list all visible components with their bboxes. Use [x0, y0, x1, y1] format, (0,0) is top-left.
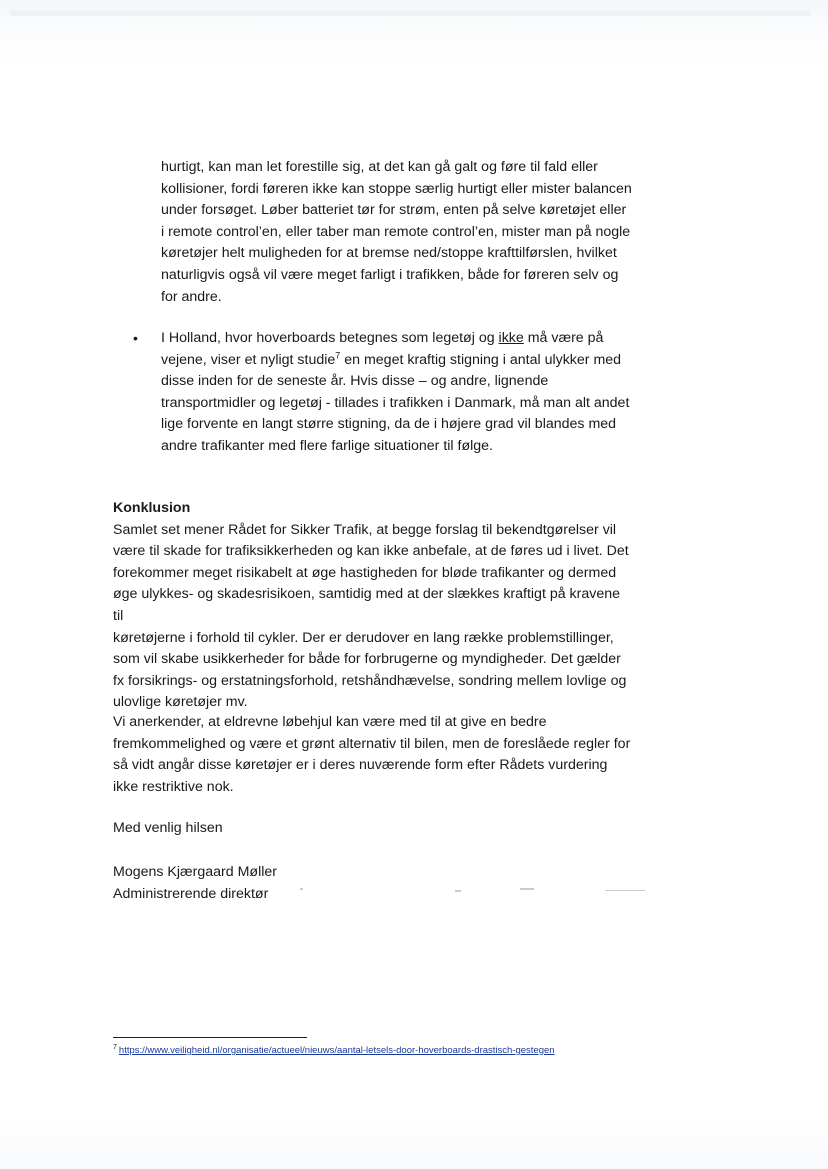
text-line: ulovlige køretøjer mv.: [113, 694, 248, 711]
text-line: ikke restriktive nok.: [113, 778, 234, 795]
text-line: hurtigt, kan man let forestille sig, at det kan gå galt og føre til fald eller: [161, 159, 598, 175]
text-line: som vil skabe usikkerheder for både for forbrugerne og myndigheder. Det gælder: [113, 651, 621, 668]
closing-greeting: Med venlig hilsen: [113, 820, 223, 836]
footnote: [113, 1044, 555, 1058]
footnote-number: 7: [113, 1043, 117, 1051]
text-line: lige forvente en langt større stigning, da de i højere grad vil blandes med: [161, 416, 617, 433]
text-line: disse inden for de seneste år. Hvis disse – og andre, lignende: [161, 373, 549, 390]
text-line: så vidt angår disse køretøjer er i deres nuværende form efter Rådets vurdering: [113, 757, 608, 774]
text-line: transportmidler og legetøj - tillades i trafikken i Danmark, må man alt andet: [161, 394, 630, 411]
text-line: [161, 328, 641, 350]
signer-name: Mogens Kjærgaard Møller: [113, 864, 278, 880]
section-heading: Konklusion: [113, 500, 191, 516]
scan-top-strip: [10, 10, 810, 16]
text-line: kollisioner, fordi føreren ikke kan stoppe særlig hurtigt eller mister balancen: [161, 180, 632, 197]
signer-title: Administrerende direktør: [113, 885, 269, 902]
footnote-link[interactable]: https://www.veiligheid.nl/organisatie/actueel/nieuws/aantal-letsels-door-hoverboards-drastisch-gestegen: [118, 1045, 555, 1056]
text-line: fx forsikrings- og erstatningsforhold, retshåndhævelse, sondring mellem lovlige og: [113, 672, 627, 689]
acknowledgement-paragraph: [113, 712, 633, 798]
text-line: køretøjerne i forhold til cykler. Der er derudover en lang række problemstillinger,: [113, 629, 614, 646]
text-line: forekommer meget risikabelt at øge hastigheden for bløde trafikanter og dermed: [113, 564, 617, 581]
conclusion-section: [113, 498, 633, 714]
footnote-separator: [113, 1037, 307, 1038]
text-line: Samlet set mener Rådet for Sikker Trafik, at begge forslag til bekendtgørelser vil: [113, 521, 617, 538]
text-segment: må være på: [523, 330, 604, 346]
scan-speck: [605, 890, 645, 891]
underlined-word: ikke: [498, 330, 524, 346]
signature-block: [113, 862, 633, 905]
bullet-paragraph: [161, 328, 641, 458]
text-segment: I Holland, hvor hoverboards betegnes som legetøj og: [161, 330, 499, 346]
text-line: Vi anerkender, at eldrevne løbehjul kan være med til at give en bedre: [113, 714, 547, 730]
text-line: for andre.: [161, 288, 222, 305]
scan-speck: [520, 888, 534, 890]
continuation-paragraph: [161, 157, 641, 308]
text-line: være til skade for trafiksikkerheden og kan ikke anbefale, at de føres ud i livet. Det: [113, 543, 629, 560]
text-line: naturligvis også vil være meget farligt i trafikken, både for føreren selv og: [161, 266, 619, 283]
text-segment: en meget kraftig stigning i antal ulykker med: [340, 351, 622, 368]
footnote-reference: 7: [335, 349, 341, 360]
text-line: under forsøget. Løber batteriet tør for strøm, enten på selve køretøjet eller: [161, 202, 627, 219]
scan-speck: [300, 888, 303, 890]
text-line: øge ulykkes- og skadesrisikoen, samtidig med at der slækkes kraftigt på kravene til: [113, 586, 621, 624]
text-segment: vejene, viser et nyligt studie: [161, 351, 336, 368]
text-line: andre trafikanter med flere farlige situationer til følge.: [161, 437, 493, 454]
bullet-icon: •: [133, 330, 138, 346]
text-line: køretøjer helt muligheden for at bremse ned/stoppe krafttilførslen, hvilket: [161, 245, 617, 262]
text-line: [161, 350, 641, 372]
text-line: fremkommelighed og være et grønt alternativ til bilen, men de foreslåede regler for: [113, 735, 631, 752]
scan-speck: [455, 890, 461, 892]
text-line: i remote control’en, eller taber man remote control’en, mister man på nogle: [161, 223, 631, 240]
